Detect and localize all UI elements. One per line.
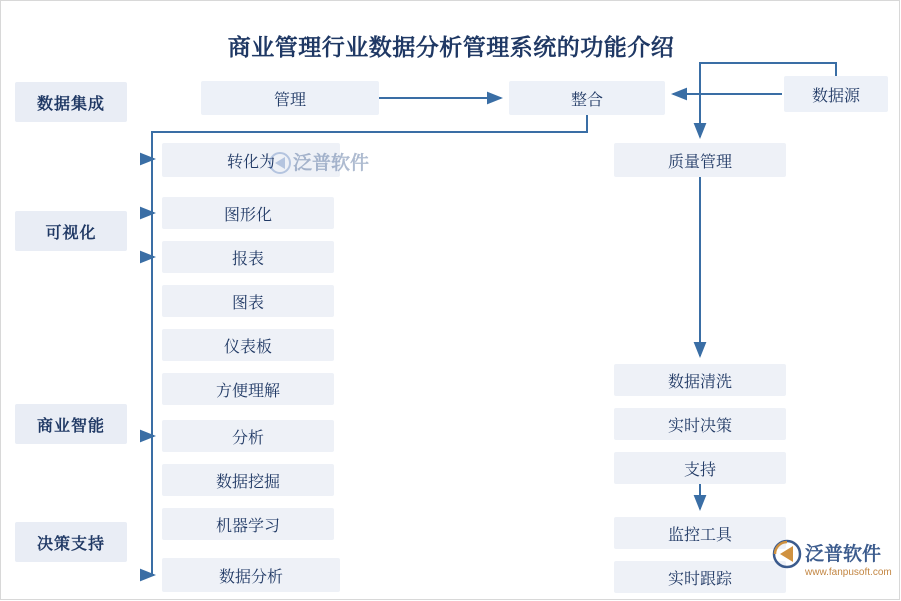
brand-url: www.fanpusoft.com <box>805 567 892 578</box>
flow-node-top: 数据源 <box>784 76 888 112</box>
flow-node-top: 整合 <box>509 81 665 115</box>
page-title: 商业管理行业数据分析管理系统的功能介绍 <box>227 34 675 60</box>
category-node: 可视化 <box>15 211 127 251</box>
flow-node-right: 质量管理 <box>614 143 786 177</box>
flow-node-left: 数据分析 <box>162 558 340 592</box>
connector-arrows <box>1 1 901 601</box>
flow-node-left: 图形化 <box>162 197 334 229</box>
flow-node-right: 实时跟踪 <box>614 561 786 593</box>
brand-watermark <box>773 535 891 583</box>
category-node: 商业智能 <box>15 404 127 444</box>
flow-node-right: 数据清洗 <box>614 364 786 396</box>
flow-node-right: 实时决策 <box>614 408 786 440</box>
flow-node-left: 数据挖掘 <box>162 464 334 496</box>
category-node: 决策支持 <box>15 522 127 562</box>
flow-node-right: 监控工具 <box>614 517 786 549</box>
flow-node-left: 分析 <box>162 420 334 452</box>
flow-node-left: 仪表板 <box>162 329 334 361</box>
flow-node-left: 报表 <box>162 241 334 273</box>
flow-node-left: 方便理解 <box>162 373 334 405</box>
brand-name: 泛普软件 <box>805 544 882 565</box>
category-node: 数据集成 <box>15 82 127 122</box>
flow-node-left: 图表 <box>162 285 334 317</box>
flow-node-right: 支持 <box>614 452 786 484</box>
center-watermark-text: 泛普软件 <box>293 153 370 174</box>
flow-node-top: 管理 <box>201 81 379 115</box>
flow-node-left: 转化为 <box>162 143 340 177</box>
flow-node-left: 机器学习 <box>162 508 334 540</box>
